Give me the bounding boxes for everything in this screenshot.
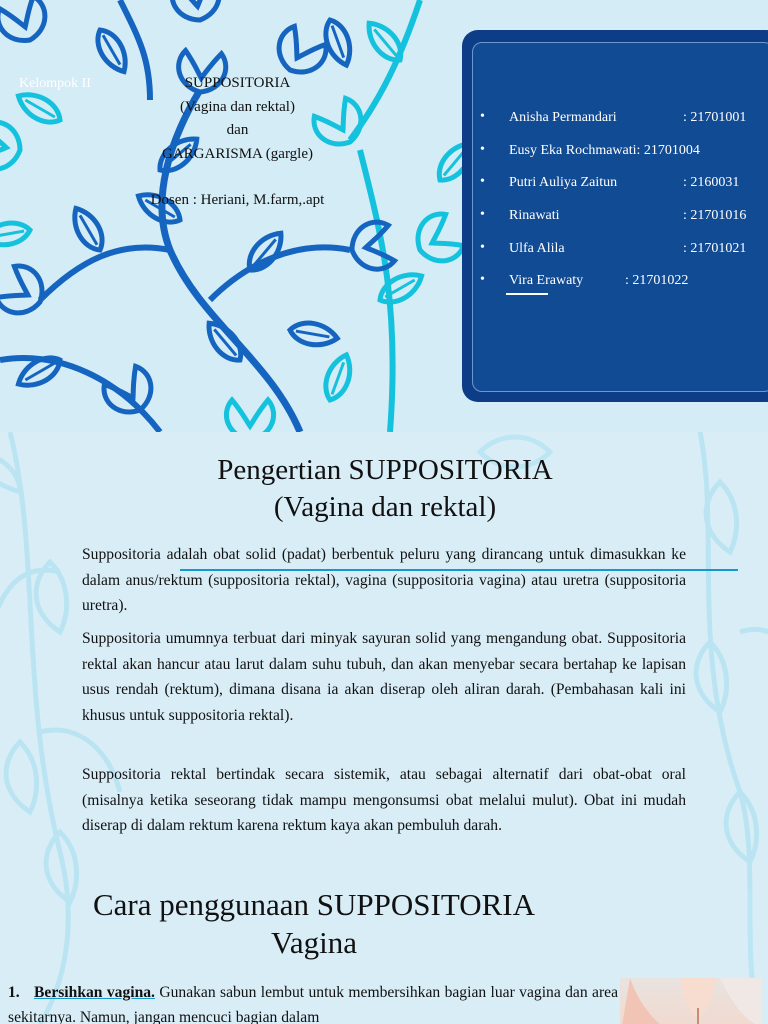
step-text: Gunakan sabun lembut untuk membersihkan bagian luar vagina dan area sekitarnya. Namun, jangan mencuci bagian dalam — [8, 984, 618, 1024]
member-name: Putri Auliya Zaitun — [509, 175, 618, 190]
lecturer-name: Dosen : Heriani, M.farm,.apt — [150, 192, 325, 208]
step-number: 1. — [8, 984, 20, 1001]
title-text-block — [110, 72, 365, 213]
heading-line-1: Pengertian SUPPOSITORIA — [217, 454, 553, 486]
member-id: : 21701001 — [683, 110, 747, 125]
underline-accent — [506, 293, 548, 295]
member-name: Vira Erawaty — [509, 273, 584, 288]
heading-pengertian — [140, 452, 630, 526]
title-line-4: GARGARISMA (gargle) — [162, 145, 313, 162]
bullet-icon: • — [480, 240, 485, 255]
title-slide — [0, 0, 768, 432]
subheading-line-2: Vagina — [270, 925, 358, 960]
title-line-1: SUPPOSITORIA — [184, 75, 291, 91]
step-1 — [8, 980, 618, 1024]
member-name: Anisha Permandari — [509, 110, 617, 125]
paragraph-3: Suppositoria rektal bertindak secara sistemik, atau sebagai alternatif dari obat-obat oral (misalnya ketika seseorang tidak mampu mengonsumsi obat melalui mulut). Obat ini mudah diserap di dalam rektum karena rektum kaya akan pembuluh darah. — [82, 766, 686, 835]
member-name: Ulfa Alila — [509, 241, 565, 256]
member-id: : 21701021 — [683, 241, 747, 256]
bullet-icon: • — [480, 142, 485, 157]
body-illustration — [620, 978, 762, 1024]
bullet-icon: • — [480, 207, 485, 222]
bullet-icon: • — [480, 174, 485, 189]
content-slide — [0, 432, 768, 1024]
heading-cara-penggunaan — [40, 886, 588, 962]
step-title: Bersihkan vagina. — [34, 984, 155, 1001]
member-id: : 2160031 — [683, 175, 740, 190]
subheading-line-1: Cara penggunaan SUPPOSITORIA — [92, 887, 535, 922]
bullet-icon: • — [480, 109, 485, 124]
member-id: : 21701022 — [625, 273, 689, 288]
group-title: Kelompok II — [19, 76, 91, 91]
title-line-3: dan — [226, 122, 249, 138]
title-line-2: (Vagina dan rektal) — [180, 98, 295, 115]
bullet-icon: • — [480, 272, 485, 287]
heading-line-2: (Vagina dan rektal) — [273, 491, 497, 523]
member-id: : 21701016 — [683, 208, 747, 223]
paragraph-2: Suppositoria umumnya terbuat dari minyak sayuran solid yang mengandung obat. Suppositoria rektal akan hancur atau larut dalam suhu tubuh, dan akan menyebar secara bertahap ke lapisan usus rendah (rektum), dimana disana ia akan diserap oleh aliran darah. (Pembahasan kali ini khusus untuk suppositoria rektal). — [82, 630, 686, 725]
paragraph-1: Suppositoria adalah obat solid (padat) berbentuk peluru yang dirancang untuk dimasukkan ke dalam anus/rektum (suppositoria rektal), vagina (suppositoria vagina) atau uretra (suppositoria uretra). — [82, 546, 686, 615]
member-name: Eusy Eka Rochmawati: 21701004 — [509, 143, 700, 158]
member-name: Rinawati — [509, 208, 560, 223]
illustration-image — [620, 978, 762, 1024]
